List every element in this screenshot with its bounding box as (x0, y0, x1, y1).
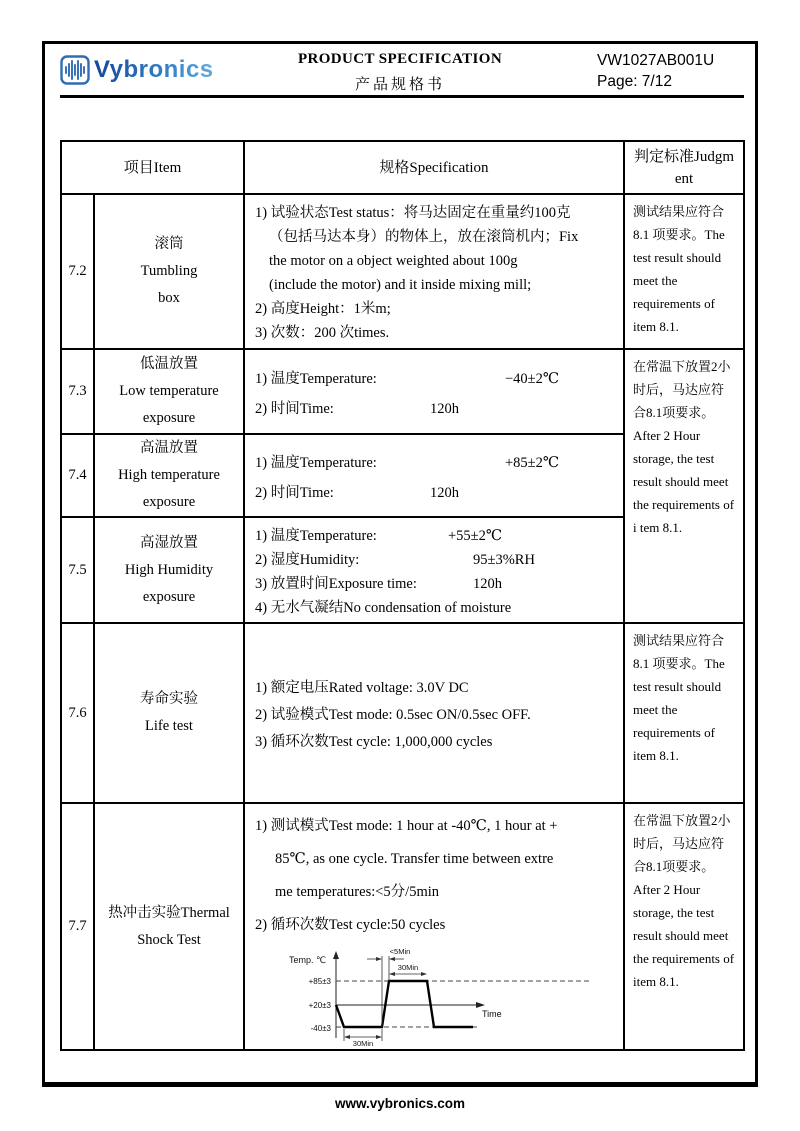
judgment-cell: 测试结果应符合8.1 项要求。The test result should meet the requirements of item 8.1. (624, 623, 744, 803)
spec-line: (include the motor) and it inside mixing mill; (269, 277, 532, 293)
item-number-cell: 7.4 (61, 434, 94, 517)
item-name-line: exposure (142, 494, 196, 510)
spec-label: 2) 时间Time: (255, 484, 334, 501)
spec-line (255, 478, 617, 508)
spec-value: −40±2℃ (505, 370, 560, 387)
spec-label: 1) 温度Temperature: (255, 454, 377, 471)
page-number: Page: 7/12 (597, 73, 672, 90)
spec-cell (244, 517, 624, 623)
item-name-cell (94, 434, 244, 517)
column-header-judgment: 判定标准Judgment (624, 141, 744, 194)
item-name-line: 滚筒 (154, 236, 184, 252)
thermal-shock-profile-diagram (273, 943, 595, 1047)
spec-label: 1) 温度Temperature: (255, 528, 377, 544)
spec-label: 2) 湿度Humidity: (255, 552, 360, 568)
footer-url: www.vybronics.com (334, 1096, 466, 1111)
diagram-y-axis-label: Temp. ℃ (289, 955, 327, 965)
spec-value: +85±2℃ (505, 454, 560, 471)
item-name-line: Tumbling (140, 263, 198, 279)
item-name-cell (94, 517, 244, 623)
item-name-line: 高温放置 (140, 440, 198, 456)
spec-line: 2) 高度Height：1米m; (255, 301, 391, 317)
page-border-frame (42, 41, 758, 1087)
column-header-item: 项目Item (61, 141, 244, 194)
spec-line: 1) 额定电压Rated voltage: 3.0V DC (255, 679, 469, 696)
item-number-cell: 7.3 (61, 349, 94, 434)
spec-cell (244, 434, 624, 517)
item-name-line: exposure (142, 588, 196, 605)
spec-line (255, 548, 617, 572)
item-name-cell (94, 349, 244, 434)
item-name-line: exposure (142, 410, 196, 426)
item-name-line: High temperature (118, 467, 220, 483)
judgment-cell: 在常温下放置2小时后，马达应符合8.1项要求。After 2 Hour storage, the test result should meet the requirements of item 8.1. (624, 803, 744, 1050)
diagram-dwell-low-label: 30Min (352, 1039, 374, 1047)
spec-line (255, 394, 617, 424)
item-name-line: High Humidity (124, 561, 214, 578)
diagram-level-low-label: -40±3 (310, 1024, 331, 1033)
spec-line (255, 364, 617, 394)
vybronics-logo-text: Vybronics (94, 56, 214, 83)
document-title-zh: 产品规格书 (354, 77, 445, 93)
spec-value: 120h (430, 400, 459, 417)
item-name-line: 热冲击实验Thermal (108, 904, 230, 921)
document-meta-block (597, 50, 752, 92)
spec-line: 2) 循环次数Test cycle:50 cycles (255, 917, 446, 933)
item-number-cell: 7.6 (61, 623, 94, 803)
item-name-line: Low temperature (119, 383, 219, 399)
spec-line: me temperatures:<5分/5min (275, 884, 440, 900)
specification-table (60, 140, 745, 1051)
spec-value: +55±2℃ (448, 528, 503, 544)
column-header-specification: 规格Specification (244, 141, 624, 194)
judgment-cell: 测试结果应符合8.1 项要求。The test result should meet the requirements of item 8.1. (624, 194, 744, 349)
item-name-line: 高湿放置 (140, 534, 198, 551)
item-name-cell (94, 803, 244, 1050)
spec-line: （包括马达本身）的物体上，放在滚筒机内；Fix (269, 229, 579, 245)
header-divider-rule (60, 95, 744, 98)
item-name-line: Shock Test (137, 931, 201, 948)
spec-line (255, 572, 617, 596)
item-number-cell: 7.5 (61, 517, 94, 623)
diagram-x-axis-label: Time (482, 1009, 502, 1019)
item-number-cell: 7.2 (61, 194, 94, 349)
spec-line (255, 448, 617, 478)
item-name-cell (94, 194, 244, 349)
spec-label: 1) 温度Temperature: (255, 370, 377, 387)
spec-line: 4) 无水气凝结No condensation of moisture (255, 600, 512, 616)
spec-value: 95±3%RH (473, 552, 535, 568)
spec-line: 1) 测试模式Test mode: 1 hour at -40℃, 1 hour at + (255, 818, 558, 834)
item-name-line: box (158, 290, 180, 306)
document-title-en: PRODUCT SPECIFICATION (297, 51, 503, 67)
spec-label: 3) 放置时间Exposure time: (255, 576, 417, 592)
item-name-line: 低温放置 (140, 356, 198, 372)
item-number-cell: 7.7 (61, 803, 94, 1050)
item-name-line: 寿命实验 (140, 691, 198, 707)
diagram-transfer-time-label: <5Min (389, 947, 411, 956)
spec-value: 120h (473, 576, 502, 592)
spec-label: 2) 时间Time: (255, 400, 334, 417)
document-number: VW1027AB001U (597, 52, 715, 69)
spec-cell (244, 194, 624, 349)
item-name-line: Life test (145, 718, 193, 734)
spec-line: 1) 试验状态Test status：将马达固定在重量约100克 (255, 205, 571, 221)
spec-line: 2) 试验模式Test mode: 0.5sec ON/0.5sec OFF. (255, 706, 531, 723)
diagram-dwell-high-label: 30Min (397, 963, 419, 972)
spec-line (255, 524, 617, 548)
spec-value: 120h (430, 484, 459, 501)
spec-line: 3) 循环次数Test cycle: 1,000,000 cycles (255, 733, 493, 750)
diagram-level-high-label: +85±3 (308, 977, 331, 986)
spec-cell (244, 623, 624, 803)
spec-line: the motor on a object weighted about 100g (269, 253, 518, 269)
spec-cell (244, 349, 624, 434)
spec-cell (244, 803, 624, 1050)
spec-line: 3) 次数：200 次times. (255, 325, 390, 341)
spec-line: 85℃, as one cycle. Transfer time between extre (275, 851, 554, 867)
item-name-cell (94, 623, 244, 803)
judgment-cell: 在常温下放置2小时后，马达应符合8.1项要求。After 2 Hour storage, the test result should meet the requirements of i tem 8.1. (624, 349, 744, 623)
diagram-level-mid-label: +20±3 (308, 1001, 331, 1010)
